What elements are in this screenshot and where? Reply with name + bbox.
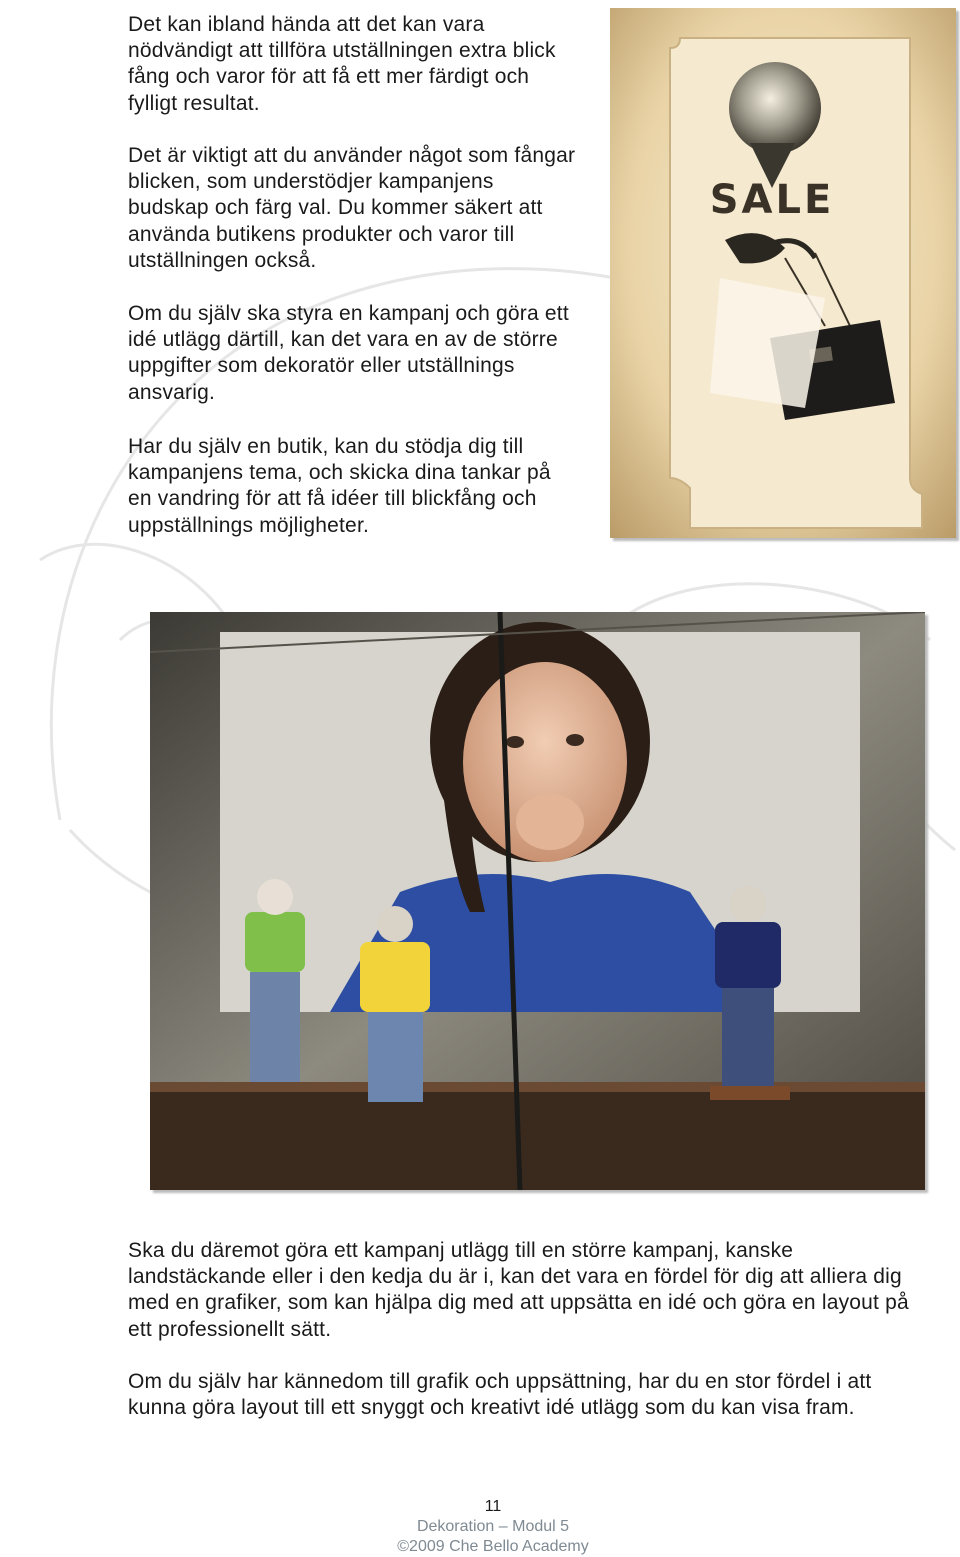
footer-copyright: ©2009 Che Bello Academy (397, 1538, 589, 1555)
paragraph-campaign: Om du själv ska styra en kampanj och göra ett idé utlägg därtill, kan det vara en av de större uppgifter som dekoratör eller utställnings ansvarig. (128, 302, 569, 404)
sale-window-photo (610, 8, 956, 538)
footer-module: Dekoration – Modul 5 (416, 1518, 570, 1535)
page-number: 11 (484, 1498, 502, 1515)
paragraph-eye-catcher: Det är viktigt att du använder något som fångar blicken, som understödjer kampanjens budskap och färg val. Du kommer säkert att använda butikens produkter och varor till utställningen också. (128, 144, 576, 272)
paragraph-intro: Det kan ibland hända att det kan vara nödvändigt att tillföra utställningen extra blick fång och varor för att få ett mer färdigt och fylligt resultat. (128, 13, 556, 115)
paragraph-own-shop: Har du själv en butik, kan du stödja dig till kampanjens tema, och skicka dina tankar på en vandring för att få idéer till blickfång och uppställnings möjligheter. (128, 435, 551, 537)
paragraph-larger-campaign: Ska du däremot göra ett kampanj utlägg till en större kampanj, kanske landstäckande eller i den kedja du är i, kan det vara en fördel för dig att alliera dig med en grafiker, som kan hjälpa dig med att uppsätta en idé och göra en layout på ett professionellt sätt. (128, 1239, 909, 1341)
kids-window-photo (150, 612, 925, 1190)
paragraph-graphic-skills: Om du själv har kännedom till grafik och uppsättning, har du en stor fördel i att kunna göra layout till ett snyggt och kreativt idé utlägg som du kan visa fram. (128, 1370, 872, 1420)
sale-sign-text: SALE (709, 177, 835, 223)
page-footer (360, 1497, 626, 1557)
